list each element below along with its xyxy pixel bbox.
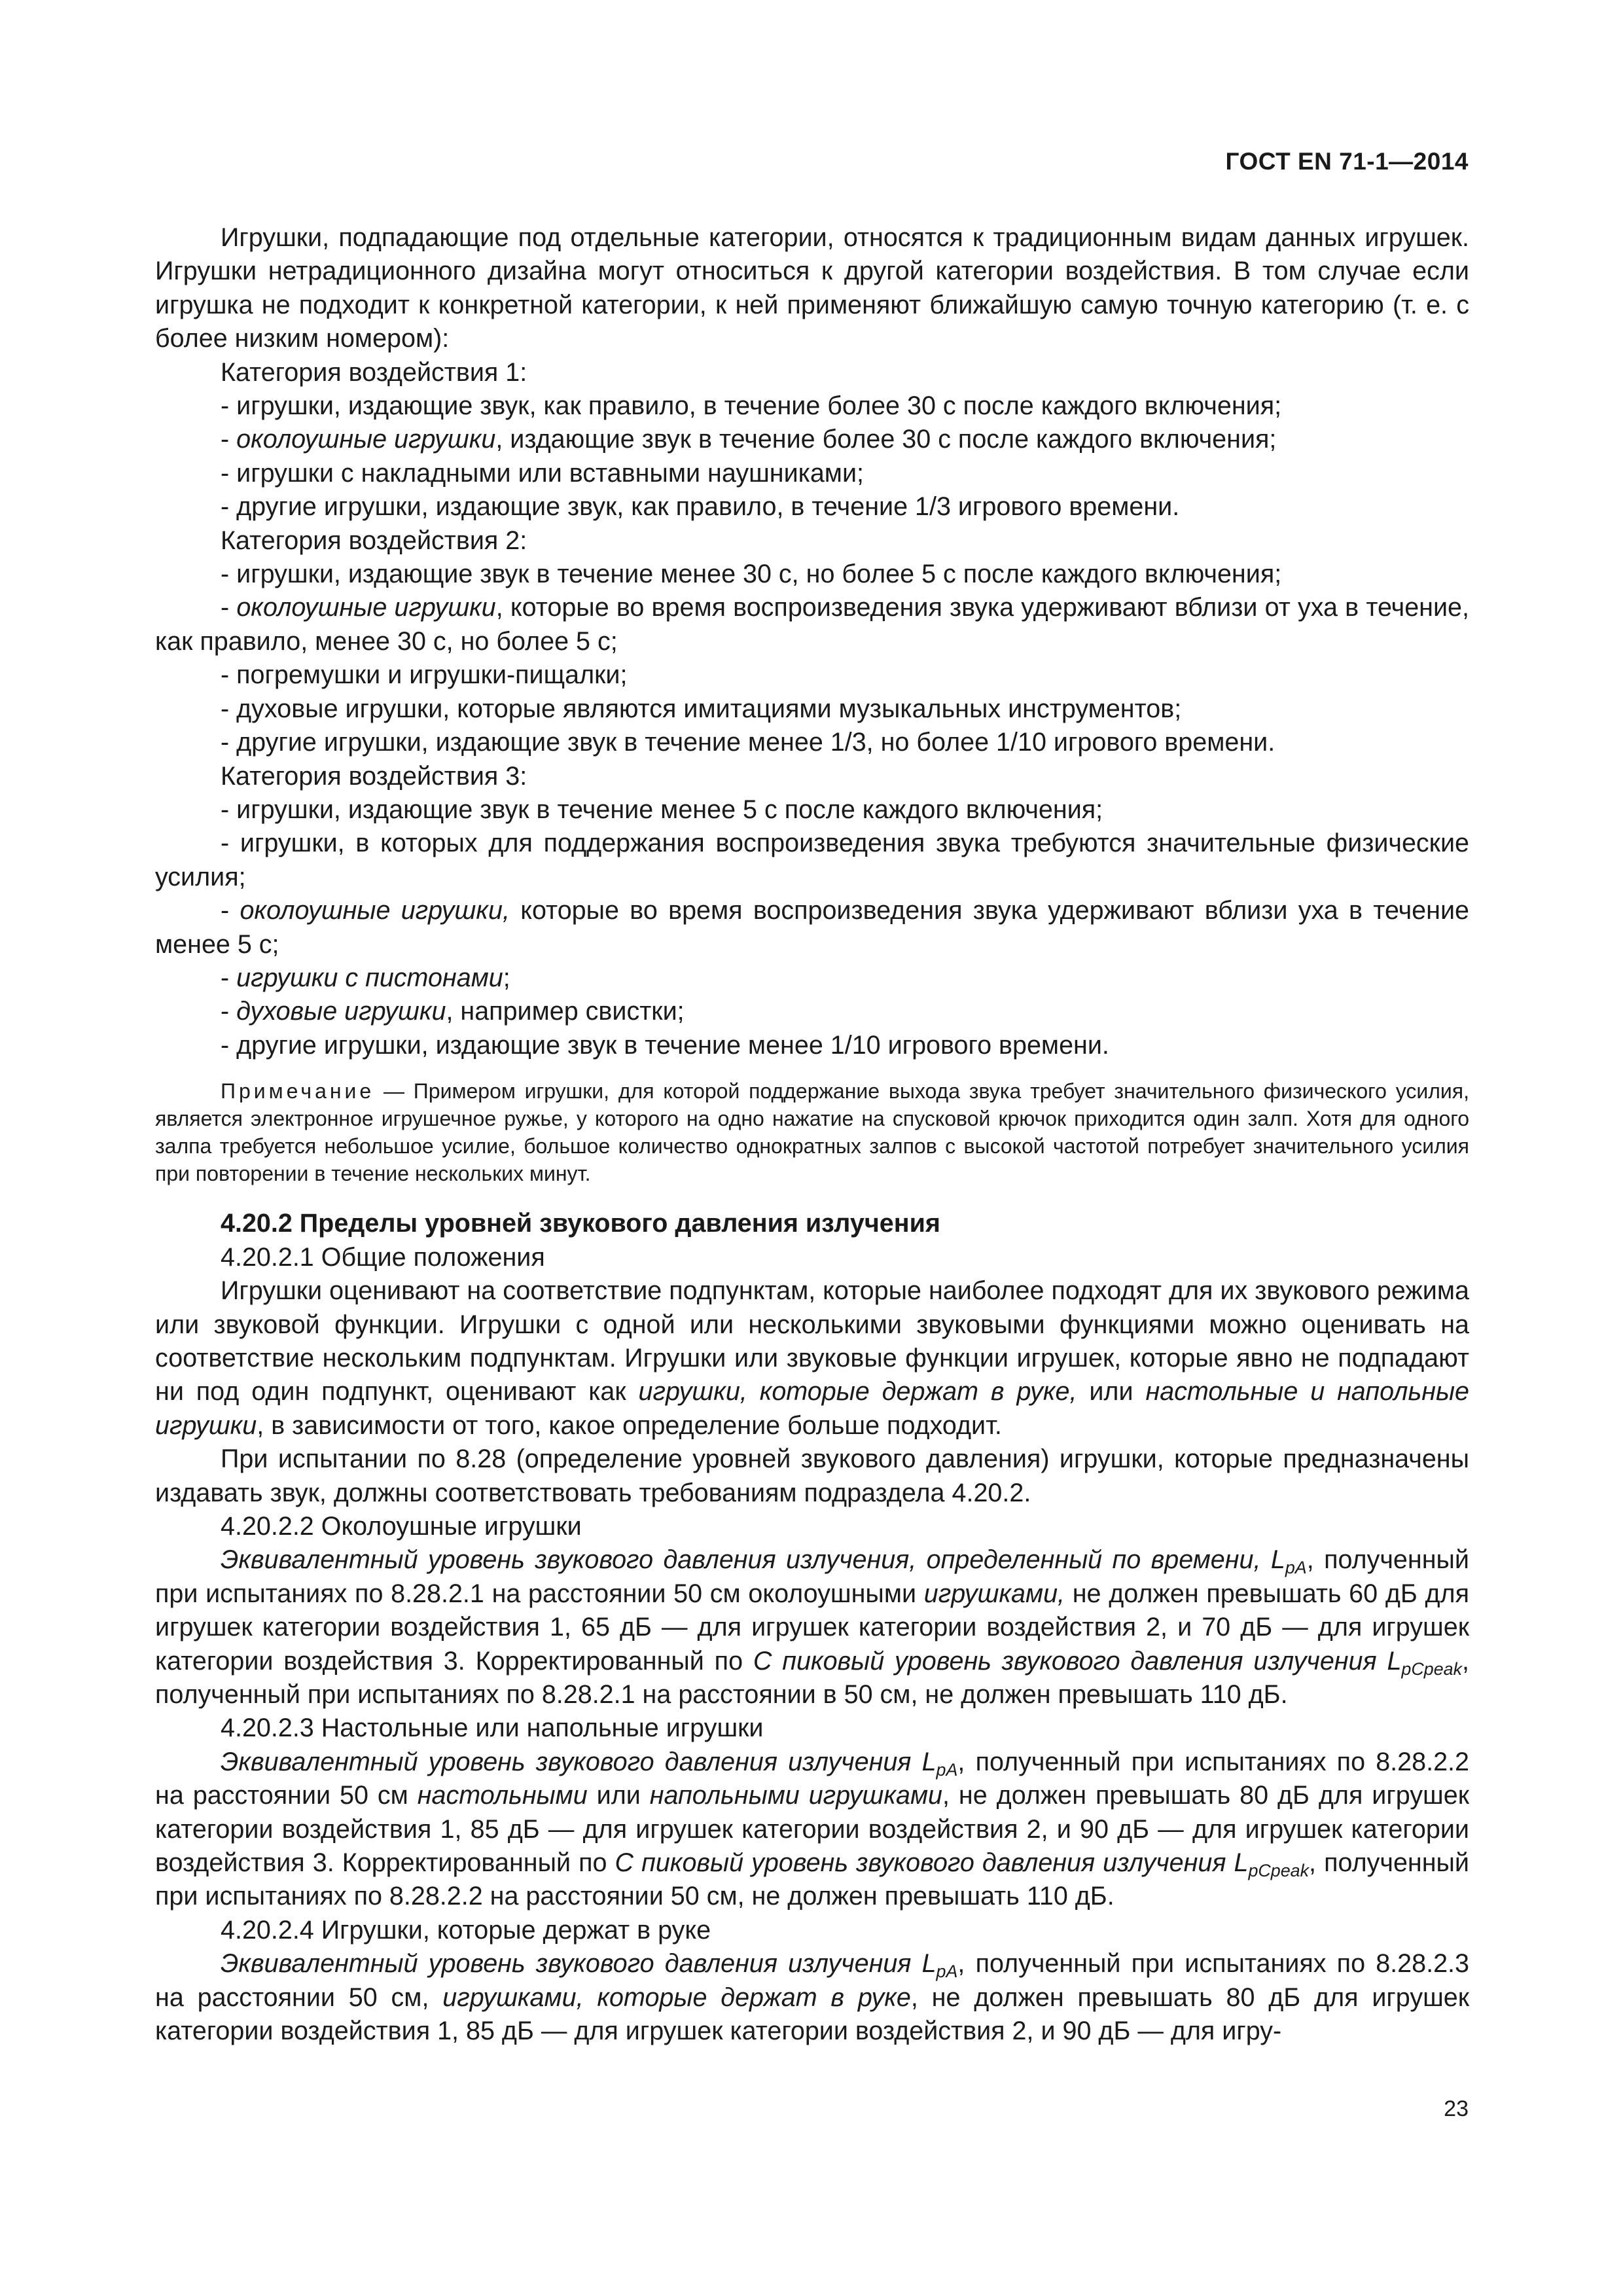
standard-header: ГОСТ EN 71-1—2014 <box>1225 148 1469 175</box>
text: , в зависимости от того, какое определение больше подходит. <box>257 1410 1002 1440</box>
note-paragraph <box>155 1078 1469 1187</box>
subscript: pA <box>1285 1558 1307 1578</box>
dash: - <box>221 997 237 1026</box>
page-body <box>155 221 1476 2049</box>
emphasis: напольными игрушками <box>649 1781 943 1810</box>
category-1-item <box>155 423 1469 456</box>
text: , не должен превышать 80 дБ для игрушек категории воздействия 1, 85 дБ — для игрушек категории воздействия 2, и 90 дБ — для игрушек категории воздействия 3. Корректированный по <box>155 1781 1476 1878</box>
text: ; <box>503 963 510 992</box>
text: Игрушки оценивают на соответствие подпунктам, которые наиболее подходят для их звукового режима или звуковой функции. Игрушки с одной или несколькими звуковыми функциями можно оценивать на соответствие нескольким подпунктам. Игрушки или звуковые функции игрушек, которые явно не подпадают ни под один подпункт, оценивают как <box>155 1276 1476 1407</box>
text: или <box>587 1781 650 1810</box>
emphasis: игрушками, <box>923 1579 1065 1608</box>
dash: - <box>221 963 237 992</box>
intro-paragraph: Игрушки, подпадающие под отдельные категории, относятся к традиционным видам данных игрушек. Игрушки нетрадиционного дизайна могут относиться к другой категории воздействия. В том случае если игрушка не подходит к конкретной категории, к ней применяют ближайшую самую точную категорию (т. е. с более низким номером): <box>155 223 1476 353</box>
text: , полученный при испытаниях по 8.28.2.2 на расстоянии 50 см, не должен превышать 110 дБ. <box>155 1848 1476 1911</box>
hand-held-toys-paragraph <box>155 1947 1476 2048</box>
category-2-item: - духовые игрушки, которые являются имитациями музыкальных инструментов; <box>221 694 1182 723</box>
category-3-item <box>155 995 1469 1028</box>
text: , полученный при испытаниях по 8.28.2.1 на расстоянии в 50 см, не должен превышать 110 дБ. <box>155 1646 1476 1710</box>
category-3-item: - игрушки, в которых для поддержания воспроизведения звука требуются значительные физические усилия; <box>155 829 1476 891</box>
subscript: pCpeak <box>1401 1659 1463 1679</box>
category-3-item: - другие игрушки, издающие звук в течение менее 1/10 игрового времени. <box>221 1030 1109 1060</box>
text: , полученный при испытаниях по 8.28.2.2 на расстоянии 50 см <box>155 1747 1476 1810</box>
category-3-title: Категория воздействия 3: <box>221 761 527 791</box>
subscript: pA <box>936 1962 958 1982</box>
subsection-title: 4.20.2.1 Общие положения <box>221 1242 545 1272</box>
category-2-title: Категория воздействия 2: <box>221 526 527 555</box>
category-1-item: - игрушки с накладными или вставными наушниками; <box>221 458 864 488</box>
category-3-item <box>155 961 1469 995</box>
text: , издающие звук в течение более 30 с после каждого включения; <box>495 425 1277 454</box>
text: , полученный при испытаниях по 8.28.2.3 на расстоянии 50 см, <box>155 1949 1476 2012</box>
text: , полученный при испытаниях по 8.28.2.1 на расстоянии 50 см околоушными <box>155 1545 1476 1608</box>
emphasis: игрушками, которые держат в руке <box>442 1982 911 2012</box>
emphasis: духовые игрушки <box>236 997 446 1026</box>
emphasis: Эквивалентный уровень звукового давления излучения, определенный по времени, L <box>221 1545 1285 1575</box>
emphasis: игрушки, которые держат в руке, <box>638 1377 1077 1407</box>
category-3-item: - игрушки, издающие звук в течение менее 5 с после каждого включения; <box>221 795 1103 824</box>
category-1-item: - другие игрушки, издающие звук, как правило, в течение 1/3 игрового времени. <box>221 492 1180 522</box>
emphasis: Эквивалентный уровень звукового давления излучения L <box>221 1949 936 1979</box>
near-ear-toys-paragraph <box>155 1543 1476 1712</box>
emphasis: настольными <box>417 1781 588 1810</box>
category-2-item: - игрушки, издающие звук в течение менее 30 с, но более 5 с после каждого включения; <box>221 560 1282 589</box>
category-1-title: Категория воздействия 1: <box>221 357 527 387</box>
category-3-item <box>155 894 1476 961</box>
category-2-item: - погремушки и игрушки-пищалки; <box>221 660 628 690</box>
emphasis: настольные и напольные игрушки <box>155 1377 1476 1440</box>
dash: - <box>221 593 237 622</box>
dash: - <box>221 425 237 454</box>
emphasis: С пиковый уровень звукового давления излучения L <box>615 1848 1249 1878</box>
testing-paragraph: При испытании по 8.28 (определение уровней звукового давления) игрушки, которые предназначены издавать звук, должны соответствовать требованиям подраздела 4.20.2. <box>155 1444 1476 1507</box>
section-heading: 4.20.2 Пределы уровней звукового давления излучения <box>221 1209 940 1238</box>
subsection-title: 4.20.2.4 Игрушки, которые держат в руке <box>221 1915 711 1945</box>
note-text: — Примером игрушки, для которой поддержание выхода звука требует значительного физического усилия, является электронное игрушечное ружье, у которого на одно нажатие на спусковой крючок приходится один залп. Хотя для одного залпа требуется небольшое усилие, большое количество однократных залпов с высокой частотой потребует значительного усилия при повторении в течение нескольких минут. <box>155 1079 1469 1185</box>
text: не должен превышать 60 дБ для игрушек категории воздействия 1, 65 дБ — для игрушек категории воздействия 2, и 70 дБ — для игрушек категории воздействия 3. Корректированный по <box>155 1579 1476 1676</box>
subscript: pA <box>936 1759 958 1780</box>
emphasis: Эквивалентный уровень звукового давления излучения L <box>221 1747 936 1776</box>
text: , например свистки; <box>446 997 685 1026</box>
category-1-item: - игрушки, издающие звук, как правило, в течение более 30 с после каждого включения; <box>221 391 1282 421</box>
emphasis: околоушные игрушки <box>236 425 496 454</box>
category-2-item: - другие игрушки, издающие звук в течение менее 1/3, но более 1/10 игрового времени. <box>221 728 1275 757</box>
text: или <box>1077 1377 1146 1407</box>
note-label: Примечание <box>221 1079 375 1103</box>
dash: - <box>221 896 240 925</box>
emphasis: околоушные игрушки, <box>240 896 510 925</box>
text: которые во время воспроизведения звука удерживают вблизи уха в течение менее 5 с; <box>155 896 1476 959</box>
category-2-item <box>155 591 1476 658</box>
subscript: pCpeak <box>1248 1861 1310 1881</box>
emphasis: игрушки с пистонами <box>236 963 503 992</box>
text: , которые во время воспроизведения звука удерживают вблизи от уха в течение, как правило, менее 30 с, но более 5 с; <box>155 593 1476 656</box>
text: , не должен превышать 80 дБ для игрушек категории воздействия 1, 85 дБ — для игрушек категории воздействия 2, и 90 дБ — для игру- <box>155 1982 1476 2046</box>
general-provisions-paragraph <box>155 1274 1476 1443</box>
page-number: 23 <box>1444 2096 1469 2121</box>
table-floor-toys-paragraph <box>155 1746 1476 1914</box>
emphasis: околоушные игрушки <box>236 593 496 622</box>
emphasis: С пиковый уровень звукового давления излучения L <box>753 1646 1402 1676</box>
subsection-title: 4.20.2.2 Околоушные игрушки <box>221 1512 582 1541</box>
subsection-title: 4.20.2.3 Настольные или напольные игрушки <box>221 1713 764 1743</box>
